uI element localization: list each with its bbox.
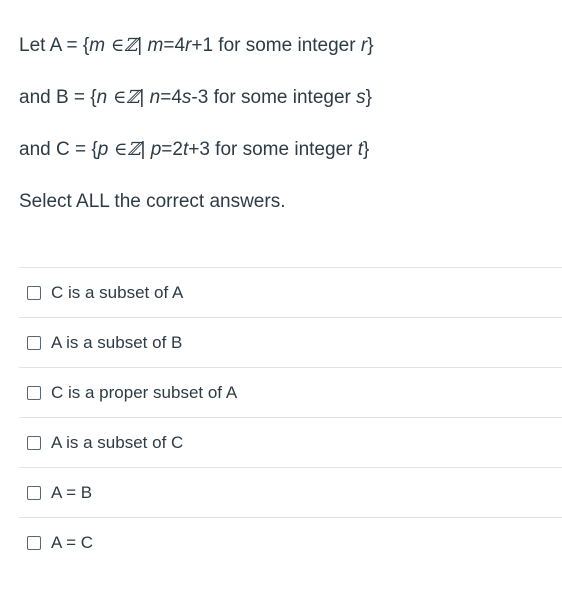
checkbox-icon[interactable]	[27, 336, 41, 350]
answer-option[interactable]	[19, 517, 562, 567]
checkbox-icon[interactable]	[27, 486, 41, 500]
answer-option[interactable]	[19, 267, 562, 317]
answer-label: A is a subset of C	[51, 432, 184, 452]
answer-option[interactable]	[19, 317, 562, 367]
question-text	[19, 30, 549, 218]
answer-label: C is a subset of A	[51, 282, 184, 302]
answer-label: A is a subset of B	[51, 332, 183, 352]
answer-option[interactable]	[19, 467, 562, 517]
set-c-definition: and C = {p ∈ℤ| p=2t+3 for some integer t}	[19, 139, 370, 160]
checkbox-icon[interactable]	[27, 386, 41, 400]
checkbox-icon[interactable]	[27, 536, 41, 550]
checkbox-icon[interactable]	[27, 436, 41, 450]
answer-list	[19, 267, 562, 567]
answer-label: C is a proper subset of A	[51, 382, 238, 402]
answer-option[interactable]	[19, 367, 562, 417]
set-b-definition: and B = {n ∈ℤ| n=4s-3 for some integer s}	[19, 87, 372, 108]
answer-label: A = B	[51, 482, 93, 502]
checkbox-icon[interactable]	[27, 286, 41, 300]
question-prompt: Select ALL the correct answers.	[19, 191, 286, 212]
set-a-definition: Let A = {m ∈ℤ| m=4r+1 for some integer r}	[19, 35, 374, 56]
answer-label: A = C	[51, 532, 94, 552]
answer-option[interactable]	[19, 417, 562, 467]
